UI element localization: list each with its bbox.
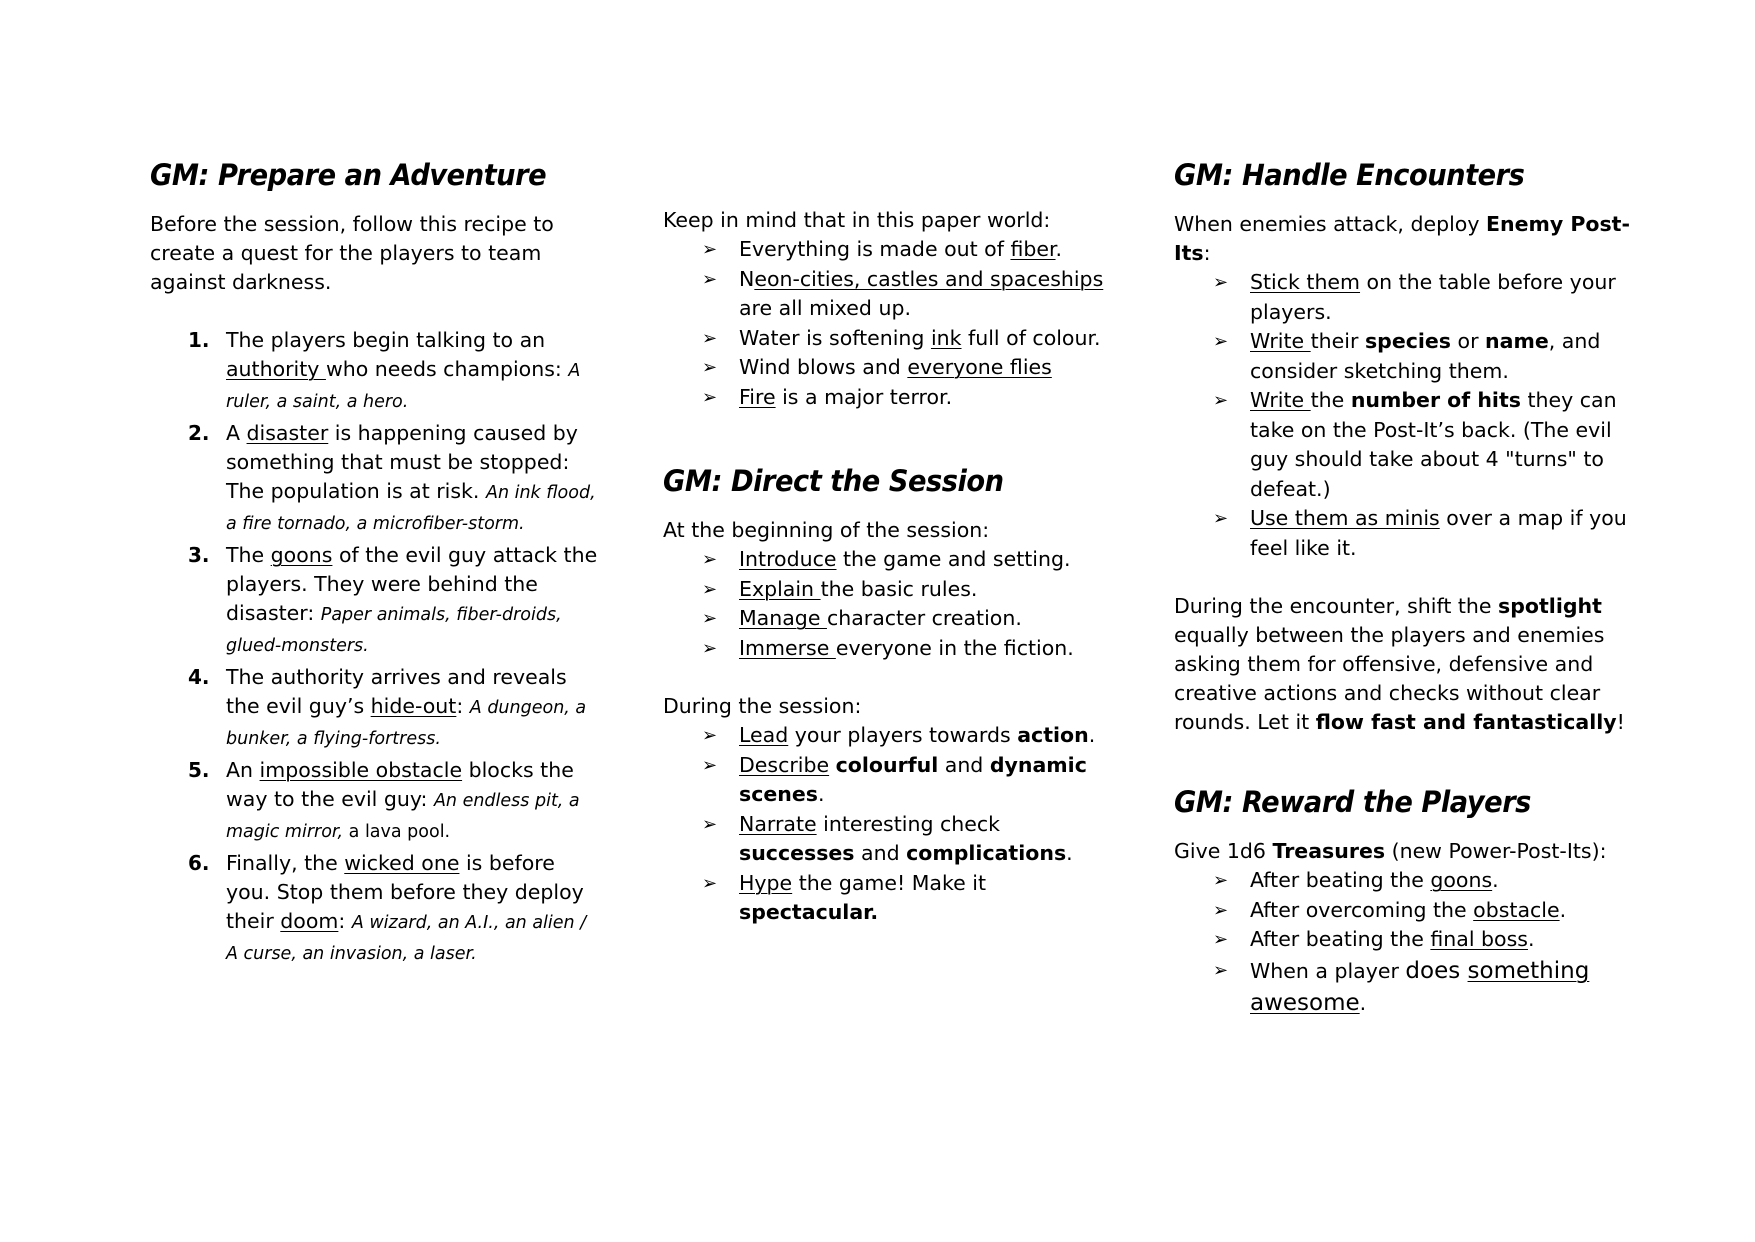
heading-direct-session: GM: Direct the Session (663, 464, 1004, 498)
arrow-bullet-icon: ➢ (1213, 390, 1229, 411)
list-item: ➢ Neon-cities, castles and spaceships are all mixed up. (702, 266, 1104, 320)
arrow-bullet-icon: ➢ (702, 637, 718, 659)
list-item: ➢ After beating the goons. (1250, 866, 1634, 896)
encounter-intro: When enemies attack, deploy Enemy Post-Its: (1174, 212, 1630, 265)
list-item: ➢ After beating the final boss. (1250, 925, 1634, 955)
arrow-bullet-icon: ➢ (702, 754, 718, 776)
heading-prepare-adventure: GM: Prepare an Adventure (150, 158, 547, 192)
list-item: ➢ Use them as minis over a map if you feel like it. (1213, 506, 1627, 560)
column-prepare (150, 150, 600, 971)
list-item: ➢ Water is softening ink full of colour. (739, 324, 1113, 354)
list-item: ➢ Describe colourful and dynamic scenes. (702, 752, 1087, 806)
arrow-bullet-icon: ➢ (702, 549, 718, 570)
begin-intro: At the beginning of the session: (663, 518, 990, 542)
list-item: ➢ Hype the game! Make it spectacular. (702, 870, 986, 924)
list-item: ➢ Wind blows and everyone flies (739, 353, 1113, 383)
list-item: ➢ When a player does something awesome. (1250, 955, 1634, 1019)
arrow-bullet-icon: ➢ (702, 386, 718, 408)
list-item: ➢ Immerse everyone in the fiction. (739, 634, 1113, 664)
during-intro: During the session: (663, 694, 862, 718)
world-intro: Keep in mind that in this paper world: (663, 208, 1051, 232)
spotlight-paragraph: During the encounter, shift the spotlight equally between the players and enemies asking them for offensive, defensive and creative actions and checks without clear rounds. Let it flow fast and fantastically! (1174, 594, 1625, 734)
list-item: ➢ Write their species or name, and consider sketching them. (1213, 329, 1601, 383)
heading-handle-encounters: GM: Handle Encounters (1174, 158, 1525, 192)
list-item: ➢ Stick them on the table before your players. (1213, 270, 1616, 324)
begin-list (663, 545, 1113, 663)
list-item: ➢ Write the number of hits they can take on the Post-It’s back. (The evil guy should take about 4 "turns" to defeat.) (1213, 388, 1617, 501)
step-item: 4. The authority arrives and reveals the evil guy’s hide-out: A dungeon, a bunker, a flying-fortress. (188, 665, 587, 749)
list-item: ➢ Explain the basic rules. (739, 575, 1113, 605)
arrow-bullet-icon: ➢ (1213, 508, 1229, 529)
arrow-bullet-icon: ➢ (702, 813, 718, 835)
step-item: 2. A disaster is happening caused by something that must be stopped: The population is at risk. An ink flood, a fire tornado, a microfiber-storm. (188, 421, 596, 534)
step-item: 5. An impossible obstacle blocks the way to the evil guy: An endless pit, a magic mirror, a lava pool. (188, 758, 580, 842)
arrow-bullet-icon: ➢ (702, 327, 718, 349)
step-item: 3. The goons of the evil guy attack the players. They were behind the disaster: Paper animals, fiber-droids, glued-monsters. (188, 543, 598, 656)
heading-reward-players: GM: Reward the Players (1174, 785, 1531, 819)
reward-list (1174, 866, 1634, 1019)
arrow-bullet-icon: ➢ (702, 239, 718, 260)
arrow-bullet-icon: ➢ (702, 357, 718, 378)
encounter-list (1174, 268, 1634, 563)
world-list (663, 235, 1113, 412)
arrow-bullet-icon: ➢ (1213, 272, 1229, 293)
arrow-bullet-icon: ➢ (1213, 331, 1229, 352)
arrow-bullet-icon: ➢ (702, 608, 718, 629)
list-item: ➢ Manage character creation. (739, 604, 1113, 634)
list-item: ➢ Introduce the game and setting. (739, 545, 1113, 575)
arrow-bullet-icon: ➢ (1213, 929, 1229, 950)
list-item: ➢ Fire is a major terror. (739, 383, 1113, 413)
list-item: ➢ Lead your players towards action. (739, 721, 1113, 751)
arrow-bullet-icon: ➢ (702, 578, 718, 600)
arrow-bullet-icon: ➢ (702, 872, 718, 894)
during-list (663, 721, 1113, 928)
step-item: 1. The players begin talking to an authority who needs champions: A ruler, a saint, a hero. (188, 328, 581, 412)
arrow-bullet-icon: ➢ (1213, 959, 1229, 981)
reward-intro: Give 1d6 Treasures (new Power-Post-Its): (1174, 839, 1607, 863)
column-encounters (1174, 150, 1634, 1019)
prepare-intro: Before the session, follow this recipe to create a quest for the players to team against darkness. (150, 212, 554, 294)
list-item: ➢ After overcoming the obstacle. (1250, 896, 1634, 926)
list-item: ➢ Narrate interesting check successes and complications. (702, 811, 1073, 865)
step-item: 6. Finally, the wicked one is before you. Stop them before they deploy their doom: A wizard, an A.I., an alien / A curse, an invasion, a laser. (188, 851, 587, 964)
arrow-bullet-icon: ➢ (1213, 899, 1229, 921)
adventure-steps (150, 326, 600, 969)
arrow-bullet-icon: ➢ (702, 268, 718, 290)
column-direct (663, 150, 1113, 928)
arrow-bullet-icon: ➢ (1213, 870, 1229, 891)
list-item: ➢ Everything is made out of fiber. (739, 235, 1113, 265)
arrow-bullet-icon: ➢ (702, 725, 718, 746)
